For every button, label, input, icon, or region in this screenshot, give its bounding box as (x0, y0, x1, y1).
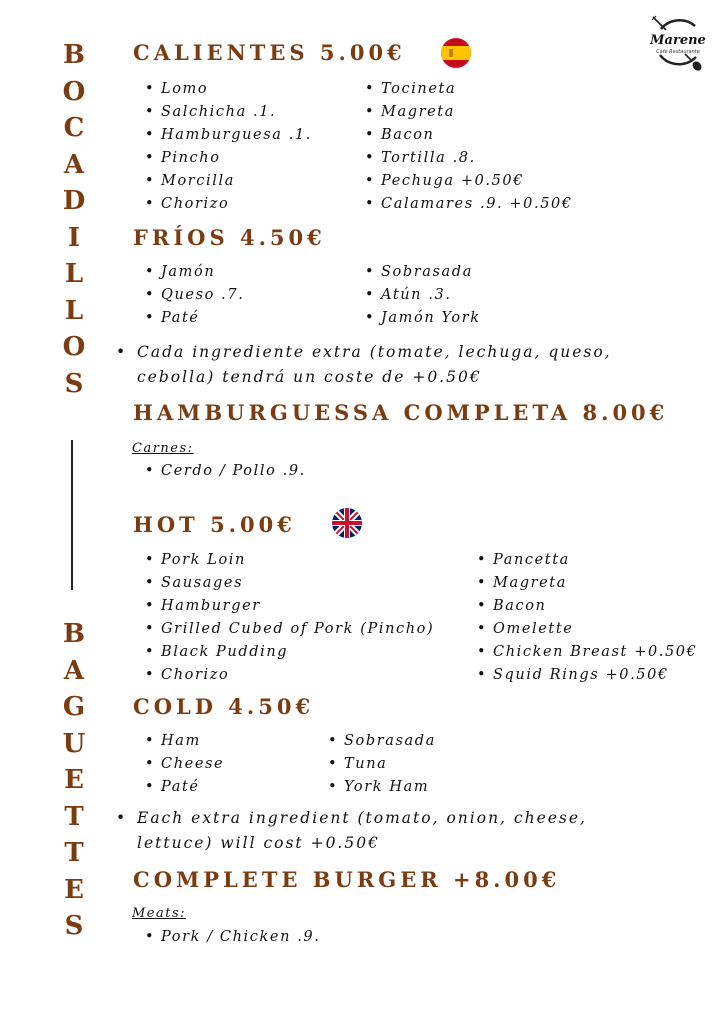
heading-calientes: CALIENTES 5.00€ (133, 40, 406, 65)
vertical-letter: A (63, 655, 85, 686)
vertical-title-baguettes (52, 616, 96, 945)
vertical-divider (71, 440, 73, 590)
heading-hamburguesa: HAMBURGUESSA COMPLETA 8.00€ (133, 400, 669, 425)
menu-item: • Squid Rings +0.50€ (477, 664, 697, 687)
menu-item: • Bacon (365, 124, 573, 147)
heading-frios: FRÍOS 4.50€ (133, 225, 326, 250)
frios-list-2 (365, 261, 481, 330)
menu-item: • Pork / Chicken .9. (145, 926, 320, 949)
vertical-letter: B (63, 40, 85, 70)
vertical-letter: E (64, 874, 84, 905)
hot-list-1 (145, 549, 434, 687)
spain-flag-icon (441, 38, 471, 68)
vertical-letter: G (62, 692, 86, 722)
heading-hot: HOT 5.00€ (133, 512, 296, 537)
menu-item: • Pork Loin (145, 549, 434, 572)
note-line: Each extra ingredient (tomato, onion, cheese, (137, 809, 587, 827)
note-line: cebolla) tendrá un coste de +0.50€ (137, 368, 482, 386)
restaurant-logo (649, 13, 707, 73)
vertical-letter: E (64, 765, 84, 795)
vertical-letter: I (67, 222, 81, 253)
note-bullet: • (116, 809, 128, 827)
meats-list (145, 926, 320, 949)
menu-item: • Lomo (145, 78, 312, 101)
vertical-letter: O (62, 332, 86, 362)
vertical-letter: A (63, 149, 85, 180)
menu-item: • Salchicha .1. (145, 101, 312, 124)
menu-item: • Tuna (328, 753, 436, 776)
menu-item: • Pechuga +0.50€ (365, 170, 573, 193)
vertical-letter: C (63, 113, 85, 143)
calientes-list-1 (145, 78, 312, 216)
menu-item: • Pincho (145, 147, 312, 170)
vertical-letter: S (64, 368, 84, 399)
menu-item: • Sausages (145, 572, 434, 595)
cold-list-1 (145, 730, 224, 799)
vertical-letter: D (62, 186, 86, 216)
vertical-letter: B (63, 619, 85, 649)
menu-item: • Tocineta (365, 78, 573, 101)
menu-item: • Sobrasada (365, 261, 481, 284)
menu-item: • Cerdo / Pollo .9. (145, 460, 306, 483)
vertical-letter: L (64, 259, 84, 289)
cold-list-2 (328, 730, 436, 799)
menu-item: • Jamón York (365, 307, 481, 330)
logo-tagline: Café Restaurante (656, 49, 700, 55)
menu-item: • York Ham (328, 776, 436, 799)
menu-item: • Tortilla .8. (365, 147, 573, 170)
note-bullet: • (116, 343, 128, 361)
heading-cold: COLD 4.50€ (133, 694, 315, 719)
menu-item: • Magreta (365, 101, 573, 124)
menu-item: • Calamares .9. +0.50€ (365, 193, 573, 216)
extra-note-en (116, 806, 587, 856)
menu-item: • Magreta (477, 572, 697, 595)
menu-item: • Atún .3. (365, 284, 481, 307)
carnes-list (145, 460, 306, 483)
vertical-title-bocadillos (52, 37, 96, 402)
menu-item: • Hamburger (145, 595, 434, 618)
menu-item: • Queso .7. (145, 284, 244, 307)
vertical-letter: S (64, 911, 84, 941)
menu-item: • Jamón (145, 261, 244, 284)
menu-item: • Chorizo (145, 664, 434, 687)
menu-item: • Paté (145, 776, 224, 799)
menu-item: • Omelette (477, 618, 697, 641)
note-line: lettuce) will cost +0.50€ (137, 834, 380, 852)
vertical-letter: U (62, 728, 86, 759)
vertical-letter: O (62, 76, 86, 107)
menu-item: • Morcilla (145, 170, 312, 193)
calientes-list-2 (365, 78, 573, 216)
frios-list-1 (145, 261, 244, 330)
menu-item: • Chorizo (145, 193, 312, 216)
menu-item: • Grilled Cubed of Pork (Pincho) (145, 618, 434, 641)
vertical-letter: T (64, 801, 84, 832)
uk-flag-icon (332, 508, 362, 538)
menu-item: • Cheese (145, 753, 224, 776)
menu-item: • Ham (145, 730, 224, 753)
logo-name: Marene (650, 33, 706, 48)
menu-item: • Black Pudding (145, 641, 434, 664)
menu-item: • Pancetta (477, 549, 697, 572)
label-meats: Meats: (132, 906, 187, 921)
menu-item: • Hamburguesa .1. (145, 124, 312, 147)
extra-note-es (116, 340, 612, 390)
menu-item: • Bacon (477, 595, 697, 618)
menu-item: • Paté (145, 307, 244, 330)
heading-complete-burger: COMPLETE BURGER +8.00€ (133, 867, 561, 892)
vertical-letter: T (64, 838, 84, 868)
label-carnes: Carnes: (132, 441, 194, 456)
menu-item: • Sobrasada (328, 730, 436, 753)
vertical-letter: L (64, 295, 84, 326)
note-line: Cada ingrediente extra (tomate, lechuga, queso, (137, 343, 612, 361)
hot-list-2 (477, 549, 697, 687)
menu-item: • Chicken Breast +0.50€ (477, 641, 697, 664)
